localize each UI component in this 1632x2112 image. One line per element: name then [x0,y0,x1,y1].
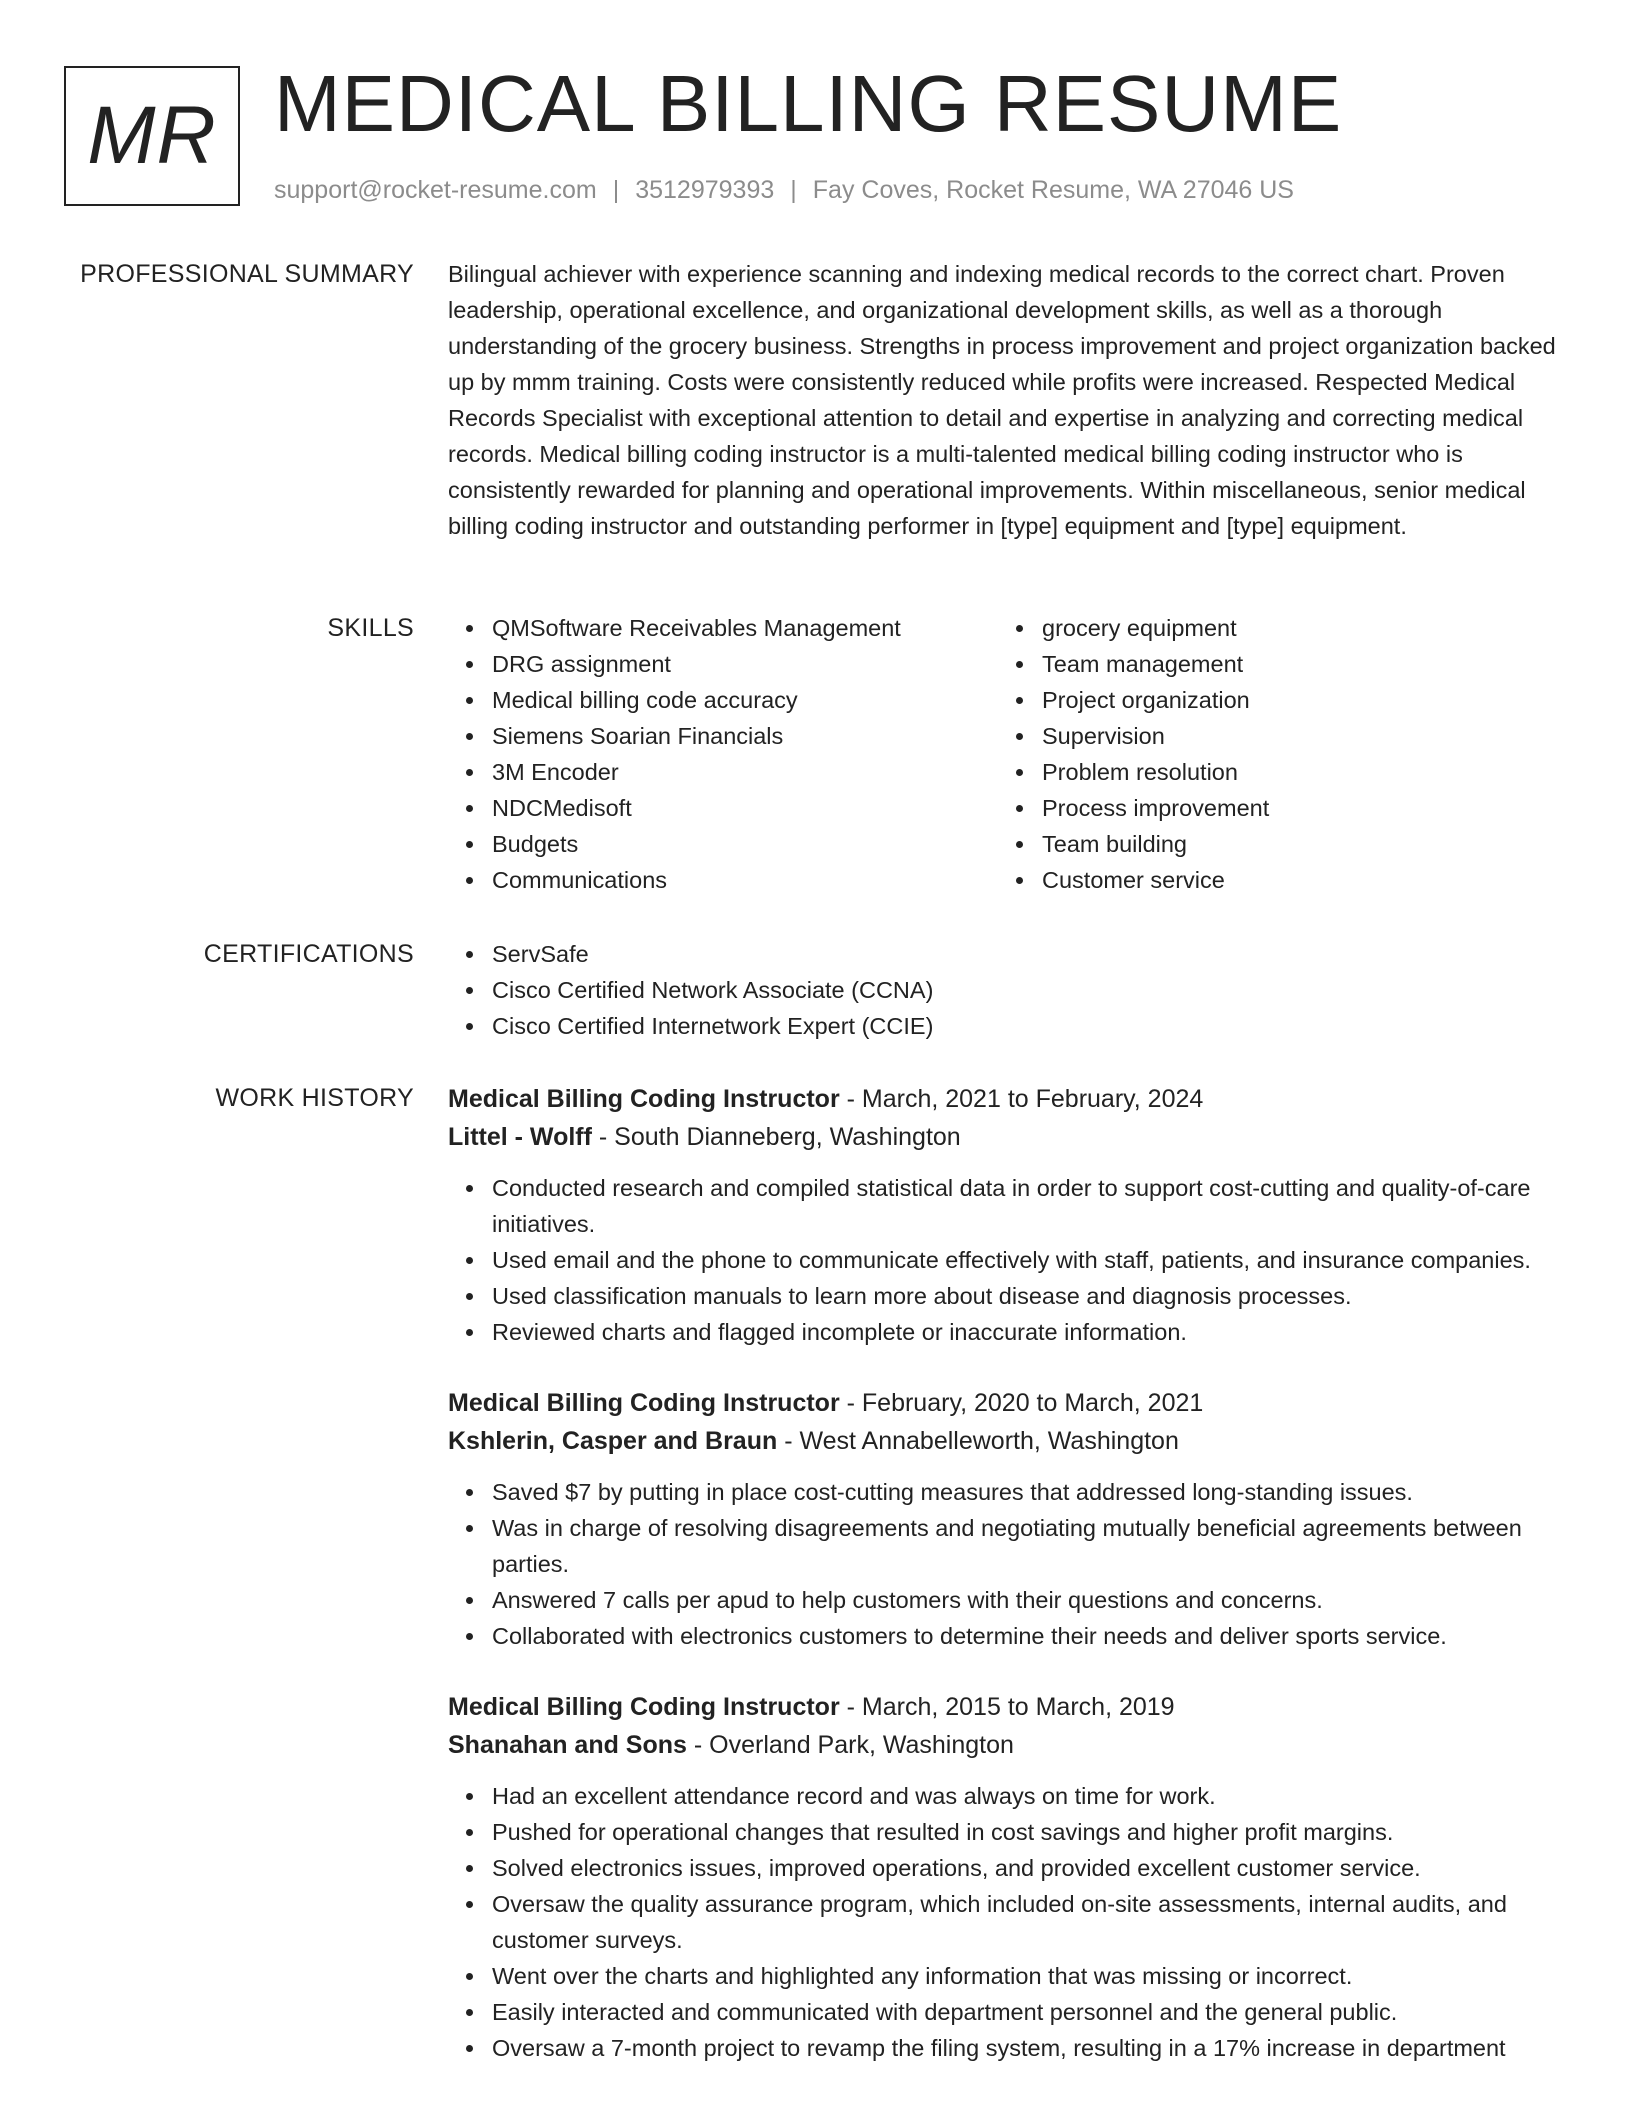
skill-item: Project organization [1042,682,1548,718]
job-bullet: Pushed for operational changes that resulted in cost savings and higher profit margins. [492,1814,1572,1850]
job-bullet: Had an excellent attendance record and was always on time for work. [492,1778,1572,1814]
summary-body [448,256,1572,544]
contact-separator: | [790,176,797,204]
skills-list-right [998,610,1548,898]
job-location: - Overland Park, Washington [686,1731,1014,1759]
skill-item: Problem resolution [1042,754,1548,790]
job-bullet: Used classification manuals to learn more about disease and diagnosis processes. [492,1278,1572,1314]
job-entry [448,1688,1572,2066]
job-company-line [448,1118,1572,1156]
job-company-line [448,1726,1572,1764]
job-entry [448,1080,1572,1350]
job-bullet: Solved electronics issues, improved operations, and provided excellent customer service. [492,1850,1572,1886]
job-bullets [448,1170,1572,1350]
job-location: - South Dianneberg, Washington [591,1123,961,1151]
job-title: Medical Billing Coding Instructor [448,1389,840,1417]
skill-item: 3M Encoder [492,754,998,790]
skill-item: Communications [492,862,998,898]
skill-item: Team building [1042,826,1548,862]
job-dates: - March, 2021 to February, 2024 [839,1085,1204,1113]
skills-list-left [448,610,998,898]
job-title-line [448,1080,1572,1118]
certifications-heading: CERTIFICATIONS [203,940,414,968]
skills-heading: SKILLS [327,614,414,642]
job-title-line [448,1384,1572,1422]
skill-item: Process improvement [1042,790,1548,826]
contact-email: support@rocket-resume.com [274,176,597,204]
job-title: Medical Billing Coding Instructor [448,1693,840,1721]
job-bullet: Easily interacted and communicated with department personnel and the general public. [492,1994,1572,2030]
skill-item: DRG assignment [492,646,998,682]
skill-item: NDCMedisoft [492,790,998,826]
job-bullets [448,1778,1572,2066]
contact-separator: | [612,176,620,204]
contact-line [274,174,1294,206]
skill-item: QMSoftware Receivables Management [492,610,998,646]
summary-text: Bilingual achiever with experience scanning and indexing medical records to the correct chart. Proven leadership, operational excellence, and organizational development skills, as well as a thorough understanding of the grocery business. Strengths in process improvement and project organization backed up by mmm training. Costs were consistently reduced while profits were increased. Respected Medical Records Specialist with exceptional attention to detail and expertise in analyzing and correcting medical records. Medical billing coding instructor is a multi-talented medical billing coding instructor who is consistently rewarded for planning and operational improvements. Within miscellaneous, senior medical billing coding instructor and outstanding performer in [type] equipment and [type] equipment. [448,261,1556,539]
skill-item: Customer service [1042,862,1548,898]
skills-body [448,610,1572,898]
certification-item: Cisco Certified Internetwork Expert (CCIE) [492,1008,1572,1044]
monogram-box [64,66,240,206]
skill-item: Team management [1042,646,1548,682]
job-company: Kshlerin, Casper and Braun [448,1427,778,1455]
certification-item: Cisco Certified Network Associate (CCNA) [492,972,1572,1008]
certification-item: ServSafe [492,936,1572,972]
work-history-body [448,1080,1572,2066]
contact-phone: 3512979393 [635,176,775,204]
job-bullet: Collaborated with electronics customers to determine their needs and deliver sports service. [492,1618,1572,1654]
skill-item: Budgets [492,826,998,862]
job-location: - West Annabelleworth, Washington [777,1427,1179,1455]
job-bullet: Oversaw a 7-month project to revamp the filing system, resulting in a 17% increase in department [492,2030,1572,2066]
job-bullet: Reviewed charts and flagged incomplete or inaccurate information. [492,1314,1572,1350]
monogram-initials: MR [87,90,217,181]
job-entry [448,1384,1572,1654]
job-bullet: Used email and the phone to communicate effectively with staff, patients, and insurance companies. [492,1242,1572,1278]
skill-item: Medical billing code accuracy [492,682,998,718]
job-dates: - March, 2015 to March, 2019 [839,1693,1175,1721]
job-bullet: Oversaw the quality assurance program, which included on-site assessments, internal audits, and customer surveys. [492,1886,1572,1958]
job-title: Medical Billing Coding Instructor [448,1085,840,1113]
job-bullet: Was in charge of resolving disagreements and negotiating mutually beneficial agreements between parties. [492,1510,1572,1582]
resume-title: MEDICAL BILLING RESUME [274,59,1343,148]
skill-item: grocery equipment [1042,610,1548,646]
job-bullet: Saved $7 by putting in place cost-cutting measures that addressed long-standing issues. [492,1474,1572,1510]
summary-heading: PROFESSIONAL SUMMARY [80,260,414,288]
job-bullet: Conducted research and compiled statistical data in order to support cost-cutting and quality-of-care initiatives. [492,1170,1572,1242]
certifications-body [448,936,1572,1044]
skill-item: Siemens Soarian Financials [492,718,998,754]
skill-item: Supervision [1042,718,1548,754]
job-bullets [448,1474,1572,1654]
contact-address: Fay Coves, Rocket Resume, WA 27046 US [812,176,1294,204]
job-title-line [448,1688,1572,1726]
certifications-list [448,936,1572,1044]
job-company: Shanahan and Sons [448,1731,687,1759]
job-dates: - February, 2020 to March, 2021 [839,1389,1204,1417]
job-company-line [448,1422,1572,1460]
job-bullet: Answered 7 calls per apud to help customers with their questions and concerns. [492,1582,1572,1618]
job-bullet: Went over the charts and highlighted any information that was missing or incorrect. [492,1958,1572,1994]
work-history-heading: WORK HISTORY [215,1084,414,1112]
job-company: Littel - Wolff [448,1123,592,1151]
